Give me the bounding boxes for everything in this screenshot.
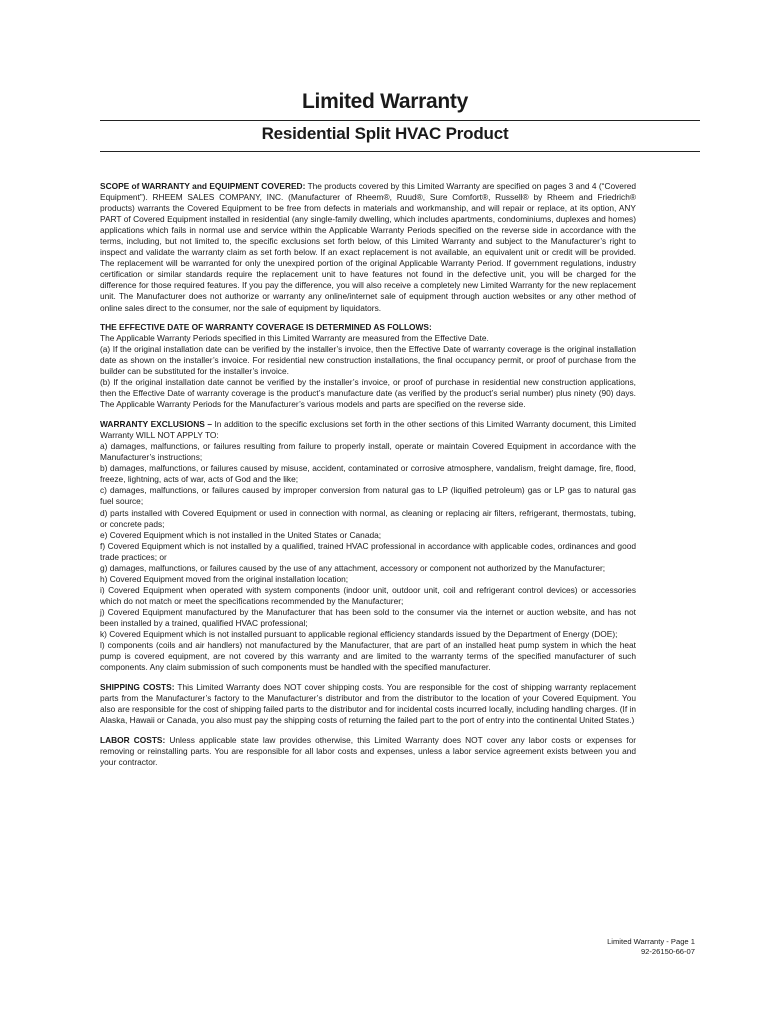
effective-date-clause-a: (a) If the original installation date can be verified by the installer’s invoice, then the Effective Date of warranty coverage is the original installation date as shown on the installer’s invoice. For residential new construction installations, the final occupancy permit, or proof of purchase from the builder can be substituted for the installer’s invoice. <box>100 344 636 377</box>
exclusions-heading: WARRANTY EXCLUSIONS – <box>100 419 212 430</box>
title-divider-top <box>100 120 700 121</box>
exclusion-item: f) Covered Equipment which is not installed by a qualified, trained HVAC professional in accordance with applicable codes, ordinances and good trade practices; or <box>100 540 636 562</box>
exclusion-item: e) Covered Equipment which is not installed in the United States or Canada; <box>100 529 382 540</box>
page-title: Limited Warranty <box>302 90 468 113</box>
shipping-heading: SHIPPING COSTS: <box>100 681 175 692</box>
exclusion-item: b) damages, malfunctions, or failures caused by misuse, accident, contaminated or corrosive atmosphere, vandalism, freight damage, fire, flood, freeze, lightning, acts of war, acts of God and the like; <box>100 463 636 485</box>
exclusion-item: c) damages, malfunctions, or failures caused by improper conversion from natural gas to LP (liquified petroleum) gas or LP gas to natural gas fuel source; <box>100 485 636 507</box>
footer-page-label: Limited Warranty - Page 1 <box>607 937 695 946</box>
labor-text: Unless applicable state law provides otherwise, this Limited Warranty does NOT cover any labor costs or expenses for removing or reinstalling parts. You are responsible for all labor costs and expenses, unless a labor service agreement exists between you and your contractor. <box>100 734 636 767</box>
shipping-paragraph <box>100 682 636 726</box>
scope-paragraph <box>100 181 636 314</box>
exclusions-intro: In addition to the specific exclusions set forth in the other sections of this Limited Warranty document, this Limited Warranty WILL NOT APPLY TO: <box>100 419 636 441</box>
exclusion-item: d) parts installed with Covered Equipment or used in connection with normal, as cleaning or replacing air filters, refrigerant, thermostats, tubing, or concrete pads; <box>100 507 636 529</box>
effective-date-intro: The Applicable Warranty Periods specified in this Limited Warranty are measured from the Effective Date. <box>100 333 489 344</box>
exclusion-item: l) components (coils and air handlers) not manufactured by the Manufacturer, that are part of an installed heat pump system in which the heat pump is covered equipment, are not covered by this warranty and are limited to the warranty terms of the specified manufacturer of such components. Any claim submission of such components must be handled with the specified manufacturer. <box>100 640 636 673</box>
scope-text: The products covered by this Limited Warranty are specified on pages 3 and 4 (“Covered Equipment”). RHEEM SALES COMPANY, INC. (Manufacturer of Rheem®, Ruud®, Sure Comfort®, Russell® by Rheem and Friedrich® products) warrants the Covered Equipment to be free from defects in materials and workmanship, and will repair or replace, at its option, ANY PART of Covered Equipment installed in residential (any single-family dwelling, which includes apartments, condominiums, duplexes and homes) applications which fails in normal use and service within the Applicable Warranty Periods specified on the reverse side in accordance with the terms, including, but not limited to, the specific exclusions set forth below, of this Limited Warranty and subject to the Manufacturer’s right to inspect and validate the warranty claim as set forth below. If an exact replacement is not available, an equivalent unit or credit will be provided. The replacement will be warranted for only the unexpired portion of the original Applicable Warranty Period. If government regulations, industry certification or similar standards require the replacement unit to have features not found in the defective unit, you will be charged for the difference for those required features. If you pay the difference, you will also receive a completely new Limited Warranty for the new replacement unit. The Manufacturer does not authorize or warranty any online/internet sale of equipment through auction websites or any other method of online sales direct to the consumer, nor the sale of equipment by liquidators. <box>100 181 637 313</box>
warranty-body <box>100 181 636 768</box>
exclusion-item: g) damages, malfunctions, or failures caused by the use of any attachment, accessory or component not authorized by the Manufacturer; <box>100 562 606 573</box>
exclusion-item: i) Covered Equipment when operated with system components (indoor unit, outdoor unit, coil and refrigerant control devices) or accessories which do not match or meet the specifications recommended by the Manufacturer; <box>100 584 636 606</box>
effective-date-clause-b: (b) If the original installation date cannot be verified by the installer’s invoice, or proof of purchase in residential new construction applications, then the Effective Date of warranty coverage is the product’s manufacture date (as verified by the product’s serial number) plus ninety (90) days. The Applicable Warranty Periods for the Manufacturer’s various models and parts are specified on the reverse side. <box>100 377 636 410</box>
exclusion-item: j) Covered Equipment manufactured by the Manufacturer that has been sold to the consumer via the internet or auction website, and has not been installed by a trained, qualified HVAC professional; <box>100 606 636 628</box>
scope-heading: SCOPE of WARRANTY and EQUIPMENT COVERED: <box>100 181 306 191</box>
exclusions-paragraph <box>100 419 636 441</box>
effective-date-heading: THE EFFECTIVE DATE OF WARRANTY COVERAGE IS DETERMINED AS FOLLOWS: <box>100 322 432 333</box>
labor-heading: LABOR COSTS: <box>100 734 166 745</box>
page-subtitle: Residential Split HVAC Product <box>261 124 509 143</box>
labor-paragraph <box>100 735 636 768</box>
shipping-text: This Limited Warranty does NOT cover shipping costs. You are responsible for the cost of shipping warranty replacement parts from the Manufacturer’s factory to the Manufacturer’s distributor and from the distributor to the location of your Covered Equipment. You also are responsible for the cost of shipping failed parts to the distributor and for incidental costs incurred locally, including handling charges. (If in Alaska, Hawaii or Canada, you also must pay the shipping costs of returning the failed part to the port of entry into the continental United States.) <box>100 681 637 725</box>
footer-doc-number: 92-26150-66-07 <box>640 947 695 957</box>
exclusion-item: a) damages, malfunctions, or failures resulting from failure to properly install, operate or maintain Covered Equipment in accordance with the Manufacturer’s instructions; <box>100 441 636 463</box>
page-footer <box>607 937 695 958</box>
title-divider-bottom <box>100 151 700 152</box>
exclusion-item: k) Covered Equipment which is not installed pursuant to applicable regional efficiency standards issued by the Department of Energy (DOE); <box>100 629 618 640</box>
exclusion-item: h) Covered Equipment moved from the original installation location; <box>100 573 349 584</box>
